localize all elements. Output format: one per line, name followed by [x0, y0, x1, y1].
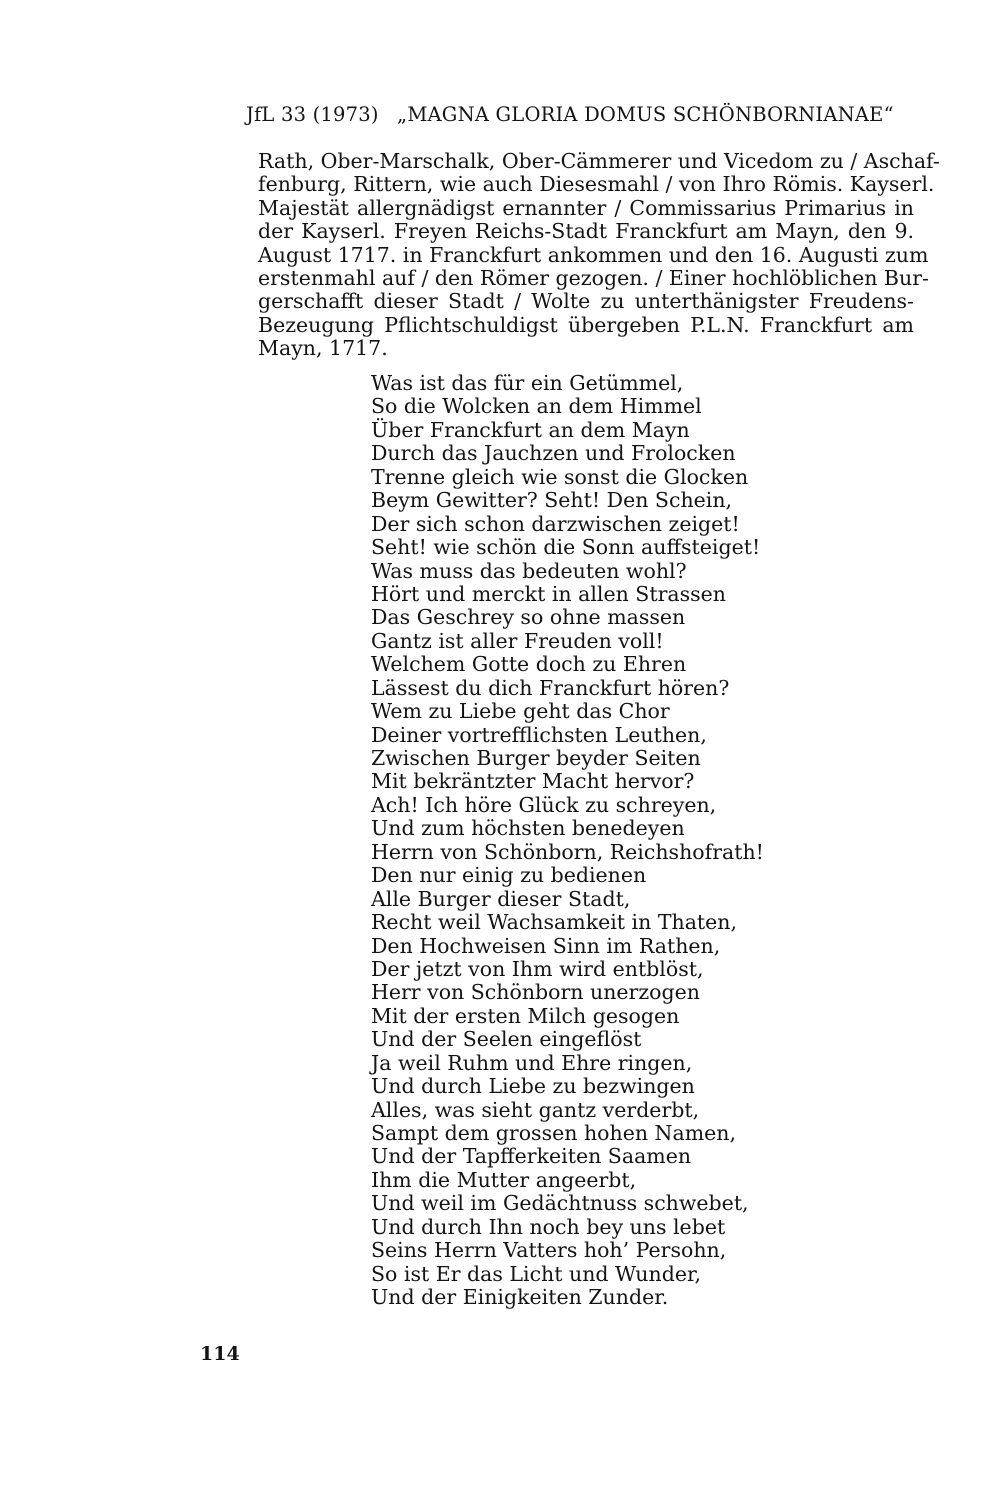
poem-line: Durch das Jauchzen und Frolocken: [371, 441, 736, 466]
poem-line: Und durch Liebe zu bezwingen: [371, 1074, 695, 1099]
intro-line: Rath, Ober-Marschalk, Ober-Cämmerer und Vicedom zu / Aschaf-: [258, 149, 940, 173]
poem-line: Der jetzt von Ihm wird entblöst,: [371, 956, 704, 981]
poem-line: Sampt dem grossen hohen Namen,: [371, 1121, 736, 1145]
poem-line: Hört und merckt in allen Strassen: [371, 581, 726, 606]
intro-line: fenburg, Rittern, wie auch Diesesmahl / von Ihro Römis. Kayserl.: [258, 172, 935, 197]
poem-line: Was ist das für ein Getümmel,: [371, 371, 684, 395]
poem-line: Trenne gleich wie sonst die Glocken: [371, 464, 749, 489]
poem-line: So ist Er das Licht und Wunder,: [371, 1261, 702, 1286]
poem-line: Der sich schon darzwischen zeiget!: [371, 511, 740, 536]
poem-line: Recht weil Wachsamkeit in Thaten,: [371, 910, 738, 935]
poem-line: Herr von Schönborn unerzogen: [371, 980, 700, 1005]
intro-line: gerschafft dieser Stadt / Wolte zu unterthänigster Freudens-: [258, 289, 914, 314]
running-title: „MAGNA GLORIA DOMUS SCHÖNBORNIANAE“: [397, 103, 894, 126]
poem-line: Herrn von Schönborn, Reichshofrath!: [371, 839, 764, 864]
poem-line: Und der Seelen eingeflöst: [371, 1027, 642, 1052]
intro-paragraph: [258, 149, 940, 361]
poem-line: Wem zu Liebe geht das Chor: [371, 699, 670, 724]
poem-line: Und der Einigkeiten Zunder.: [371, 1285, 669, 1310]
journal-reference: JfL 33 (1973): [246, 103, 379, 126]
poem-line: So die Wolcken an dem Himmel: [371, 394, 702, 419]
poem-line: Alles, was sieht gantz verderbt,: [371, 1097, 700, 1122]
poem-line: Und zum höchsten benedeyen: [371, 816, 685, 841]
poem-line: Gantz ist aller Freuden voll!: [371, 628, 664, 653]
intro-line: August 1717. in Franckfurt ankommen und den 16. Augusti zum: [258, 242, 929, 267]
poem-line: Was muss das bedeuten wohl?: [371, 558, 687, 583]
poem-line: Zwischen Burger beyder Seiten: [371, 746, 701, 770]
poem-line: Den Hochweisen Sinn im Rathen,: [371, 933, 721, 958]
poem-line: Mit der ersten Milch gesogen: [371, 1003, 680, 1028]
poem-line: Das Geschrey so ohne massen: [371, 605, 686, 630]
poem-line: Den nur einig zu bedienen: [371, 863, 647, 888]
poem-line: Seht! wie schön die Sonn auffsteiget!: [371, 535, 761, 560]
poem-line: Welchem Gotte doch zu Ehren: [371, 652, 687, 677]
intro-line: der Kayserl. Freyen Reichs-Stadt Franckfurt am Mayn, den 9.: [258, 219, 914, 244]
poem-line: Alle Burger dieser Stadt,: [371, 886, 631, 911]
poem: [371, 372, 791, 1310]
poem-line: Und durch Ihn noch bey uns lebet: [371, 1214, 726, 1239]
page-number: 114: [200, 1343, 240, 1365]
intro-line: Bezeugung Pflichtschuldigst übergeben P.L.N. Franckfurt am: [258, 312, 914, 337]
poem-line: Über Franckfurt an dem Mayn: [371, 417, 690, 442]
poem-line: Lässest du dich Franckfurt hören?: [371, 675, 730, 700]
intro-line: erstenmahl auf / den Römer gezogen. / Einer hochlöblichen Bur-: [258, 265, 929, 290]
running-header: [246, 103, 926, 126]
poem-line: Ihm die Mutter angeerbt,: [371, 1167, 637, 1192]
intro-line: Majestät allergnädigst ernannter / Commissarius Primarius in: [258, 195, 914, 220]
poem-line: Mit bekräntzter Macht hervor?: [371, 769, 695, 794]
poem-line: Seins Herrn Vatters hoh’ Persohn,: [371, 1238, 727, 1263]
poem-line: Und weil im Gedächtnuss schwebet,: [371, 1191, 749, 1216]
intro-line: Mayn, 1717.: [258, 336, 388, 361]
poem-line: Deiner vortrefflichsten Leuthen,: [371, 722, 707, 747]
poem-line: Und der Tapfferkeiten Saamen: [371, 1144, 692, 1169]
poem-line: Ja weil Ruhm und Ehre ringen,: [371, 1050, 693, 1075]
poem-line: Ach! Ich höre Glück zu schreyen,: [371, 792, 717, 817]
poem-line: Beym Gewitter? Seht! Den Schein,: [371, 488, 733, 513]
